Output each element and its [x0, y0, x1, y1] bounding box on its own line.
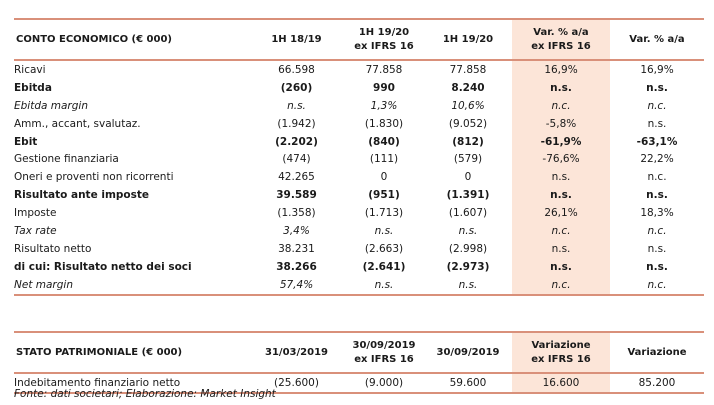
row-label: Imposte	[14, 207, 57, 220]
table-cell: n.s.	[512, 240, 610, 258]
table-cell: (840)	[368, 135, 400, 148]
table-cell: (260)	[280, 81, 313, 94]
row-label: Ebitda margin	[14, 99, 88, 112]
header-cell: 31/03/2019	[265, 346, 328, 358]
table-cell: 18,3%	[640, 207, 674, 220]
table-cell: (951)	[368, 189, 400, 202]
row-label: Net margin	[14, 278, 73, 291]
table-cell: n.s.	[512, 79, 610, 97]
table-cell: n.c.	[647, 224, 667, 237]
table-cell: (25.600)	[274, 376, 319, 389]
table-cell: n.s.	[646, 81, 668, 94]
table-cell: n.s.	[287, 99, 306, 112]
table-row	[14, 61, 704, 79]
table-cell: 77.858	[449, 63, 487, 76]
table-cell: n.s.	[512, 258, 610, 276]
table-cell: 85.200	[638, 376, 676, 389]
table-cell: 16,9%	[512, 61, 610, 79]
header-cell: 1H 19/20	[442, 33, 494, 45]
table-cell: n.s.	[647, 117, 667, 130]
table-cell: n.s.	[458, 224, 478, 237]
table-cell: 16,9%	[640, 63, 674, 76]
table-cell: (579)	[453, 153, 483, 166]
table-row	[14, 222, 704, 240]
table-cell: n.c.	[647, 171, 667, 184]
table-cell: n.s.	[646, 260, 668, 273]
table-cell: (111)	[369, 153, 399, 166]
table-row	[14, 150, 704, 168]
table-cell: (1.830)	[364, 117, 404, 130]
table-cell: -76,6%	[512, 150, 610, 168]
table-cell: 77.858	[365, 63, 403, 76]
row-label: Ricavi	[14, 63, 46, 76]
table-cell: n.c.	[512, 222, 610, 240]
table-row	[14, 97, 704, 115]
table-cell: 57,4%	[279, 278, 314, 291]
header-cell: STATO PATRIMONIALE (€ 000)	[16, 346, 183, 358]
row-label: Ebit	[14, 135, 38, 148]
table-cell: 8.240	[451, 81, 485, 94]
table-cell: (1.358)	[277, 207, 316, 220]
table-cell: n.c.	[512, 276, 610, 294]
table-cell: (2.973)	[446, 260, 490, 273]
stato-patrimoniale-header	[14, 331, 704, 374]
row-label: Oneri e proventi non ricorrenti	[14, 171, 174, 184]
row-label: Risultato netto	[14, 242, 92, 255]
table-cell: 3,4%	[283, 224, 310, 237]
table-cell: 0	[464, 171, 472, 184]
table-cell: n.c.	[647, 278, 667, 291]
header-cell: Var. % a/a ex IFRS 16	[512, 20, 610, 59]
conto-economico-body	[14, 61, 704, 296]
table-cell: (2.998)	[448, 242, 488, 255]
table-cell: n.s.	[374, 278, 394, 291]
row-label: Indebitamento finanziario netto	[14, 376, 181, 389]
table-cell: (812)	[452, 135, 484, 148]
table-cell: (9.052)	[448, 117, 488, 130]
table-cell: n.s.	[512, 168, 610, 186]
conto-economico-header	[14, 18, 704, 61]
table-row	[14, 168, 704, 186]
table-cell: n.c.	[512, 97, 610, 115]
table-cell: n.s.	[458, 278, 478, 291]
row-label: di cui: Risultato netto dei soci	[14, 260, 192, 273]
table-row	[14, 276, 704, 294]
table-cell: (1.942)	[277, 117, 316, 130]
table-cell: (2.641)	[362, 260, 406, 273]
table-cell: -5,8%	[512, 115, 610, 133]
table-cell: (474)	[282, 153, 311, 166]
table-row	[14, 204, 704, 222]
table-cell: (2.202)	[275, 135, 318, 148]
table-cell: n.s.	[374, 224, 394, 237]
header-cell: 1H 18/19	[271, 33, 322, 45]
table-cell: (1.391)	[446, 189, 490, 202]
header-cell: 30/09/2019	[436, 346, 500, 358]
table-cell: 1,3%	[370, 99, 398, 112]
table-cell: n.s.	[512, 186, 610, 204]
table-cell: 66.598	[278, 63, 315, 76]
table-row	[14, 133, 704, 151]
table-cell: 16.600	[512, 374, 610, 392]
header-cell: CONTO ECONOMICO (€ 000)	[16, 33, 173, 45]
table-row	[14, 240, 704, 258]
row-label: Gestione finanziaria	[14, 153, 119, 166]
table-cell: -61,9%	[512, 133, 610, 151]
header-cell: Variazione	[627, 346, 687, 358]
table-cell: 990	[373, 81, 395, 94]
row-label: Ebitda	[14, 81, 52, 94]
table-row	[14, 258, 704, 276]
table-cell: -63,1%	[636, 135, 678, 148]
header-cell: Var. % a/a	[629, 33, 685, 45]
table-row	[14, 79, 704, 97]
stato-patrimoniale-table	[14, 331, 704, 394]
table-row	[14, 186, 704, 204]
table-cell: 0	[380, 171, 388, 184]
table-cell: 38.231	[278, 242, 315, 255]
table-cell: 42.265	[278, 171, 315, 184]
table-cell: 39.589	[276, 189, 317, 202]
table-cell: 59.600	[449, 376, 487, 389]
table-cell: n.s.	[647, 242, 667, 255]
table-cell: (9.000)	[364, 376, 404, 389]
table-cell: 10,6%	[451, 99, 485, 112]
table-cell: n.c.	[647, 99, 667, 112]
conto-economico-table	[14, 18, 704, 296]
row-label: Tax rate	[14, 224, 57, 237]
header-cell: 1H 19/20 ex IFRS 16	[354, 26, 414, 52]
row-label: Amm., accant, svalutaz.	[14, 117, 141, 130]
header-cell: 30/09/2019 ex IFRS 16	[352, 339, 416, 365]
table-cell: 22,2%	[640, 153, 674, 166]
table-cell: (1.607)	[448, 207, 488, 220]
table-cell: 26,1%	[512, 204, 610, 222]
header-cell: Variazione ex IFRS 16	[512, 333, 610, 372]
source-note: Fonte: dati societari; Elaborazione: Market Insight	[14, 388, 276, 400]
table-cell: 38.266	[276, 260, 317, 273]
table-cell: n.s.	[646, 189, 668, 202]
table-cell: (1.713)	[364, 207, 404, 220]
table-cell: (2.663)	[364, 242, 404, 255]
row-label: Risultato ante imposte	[14, 189, 150, 202]
table-row	[14, 115, 704, 133]
